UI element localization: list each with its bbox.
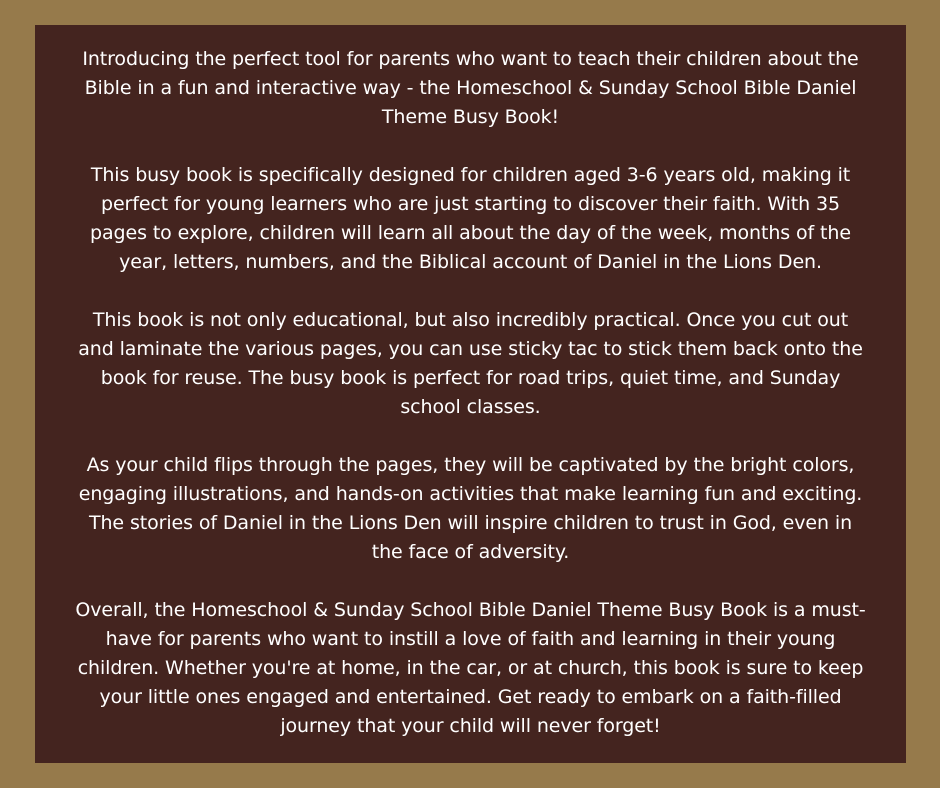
intro-paragraph: Introducing the perfect tool for parents who want to teach their children about the Bible in a fun and interactive way - the Homeschool & Sunday School Bible Daniel Theme Busy Book! [82, 48, 859, 128]
overall-paragraph: Overall, the Homeschool & Sunday School Bible Daniel Theme Busy Book is a must-have for parents who want to instill a love of faith and learning in their young children. Whether you're at home, in the car, or at church, this book is sure to keep your little ones engaged and entertained. Get ready to embark on a faith-filled journey that your child will never forget! [75, 599, 866, 737]
text-panel [35, 25, 906, 763]
age-range-paragraph: This busy book is specifically designed for children aged 3-6 years old, making it perfect for young learners who are just starting to discover their faith. With 35 pages to explore, children will learn all about the day of the week, months of the year, letters, numbers, and the Biblical account of Daniel in the Lions Den. [90, 164, 851, 273]
engagement-paragraph: As your child flips through the pages, they will be captivated by the bright colors, engaging illustrations, and hands-on activities that make learning fun and exciting. The stories of Daniel in the Lions Den will inspire children to trust in God, even in the face of adversity. [78, 454, 863, 563]
practical-use-paragraph: This book is not only educational, but also incredibly practical. Once you cut out and laminate the various pages, you can use sticky tac to stick them back onto the book for reuse. The busy book is perfect for road trips, quiet time, and Sunday school classes. [78, 309, 863, 418]
